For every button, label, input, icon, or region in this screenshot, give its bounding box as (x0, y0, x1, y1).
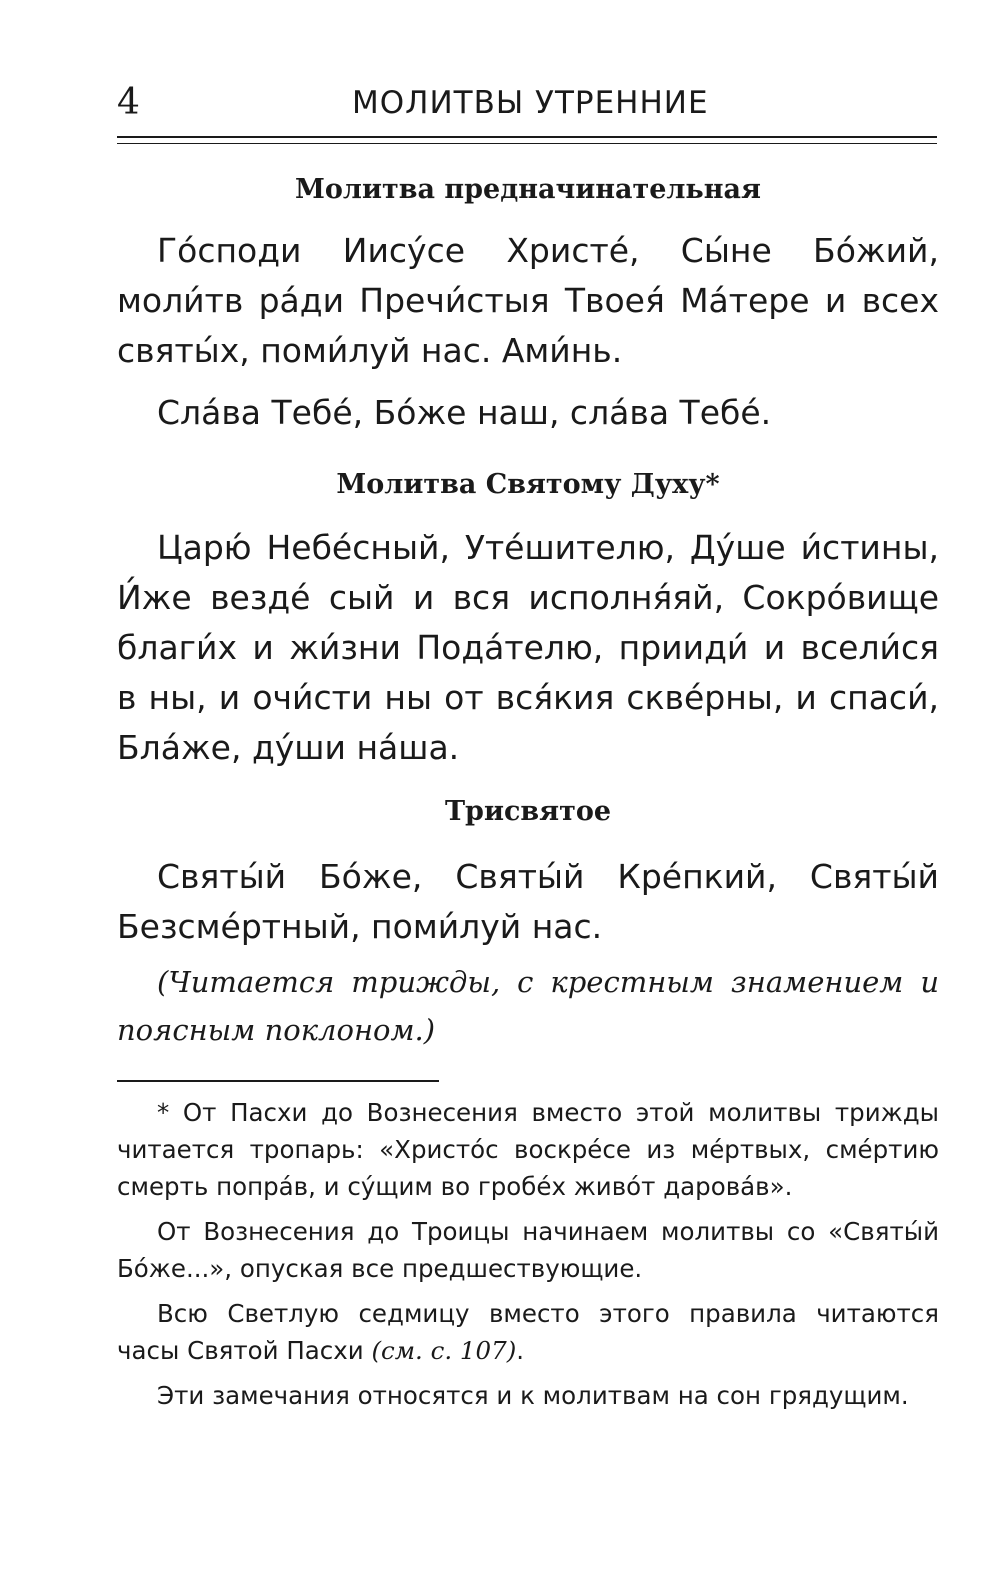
footnote-separator (117, 1080, 439, 1082)
footnote-paragraph: Эти замечания относятся и к молитвам на сон грядущим. (157, 1381, 909, 1410)
footnote-text: Всю Светлую седмицу вместо этого правила читаются часы Святой Пасхи (117, 1299, 939, 1365)
footnote-paragraph: * От Пасхи до Вознесения вместо этой молитвы трижды читается тропарь: «Христо́с воскре́се из ме́ртвых, сме́ртию смерть попра́в, и су́щим во гробе́х живо́т дарова́в». (117, 1098, 939, 1201)
prayer-paragraph: Святы́й Бо́же, Святы́й Кре́пкий, Святы́й Безсме́ртный, поми́луй нас. (117, 857, 939, 946)
footnote-paragraph (117, 1295, 939, 1369)
section-holy-spirit (117, 465, 939, 773)
prayer-paragraph: Царю́ Небе́сный, Уте́шителю, Ду́ше и́стины, И́же везде́ сый и вся исполня́яй, Сокро́вище благи́х и жи́зни Пода́телю, прииди́ и всели́ся в ны, и очи́сти ны от вся́кия скве́рны, и спаси́, Бла́же, ду́ши на́ша. (117, 528, 939, 767)
section-heading: Молитва Святому Духу* (336, 469, 720, 500)
header-rule-thin (117, 143, 937, 144)
section-pre-prayer (117, 170, 939, 438)
page-header (117, 78, 937, 128)
page-number: 4 (117, 82, 140, 123)
header-rule-thick (117, 136, 937, 138)
footnote-text: . (516, 1336, 525, 1365)
running-title: МОЛИТВЫ УТРЕННИЕ (352, 85, 709, 121)
page-reference: (см. с. 107) (371, 1336, 517, 1365)
section-heading: Молитва предначинательная (295, 174, 761, 205)
section-heading: Трисвятое (444, 796, 612, 827)
rubric-instruction: (Читается трижды, с крестным знамением и поясным поклоном.) (117, 965, 939, 1047)
footnotes (117, 1094, 939, 1414)
footnote-paragraph: От Вознесения до Троицы начинаем молитвы со «Святы́й Бо́же...», опуская все предшествующие. (117, 1217, 939, 1283)
prayer-paragraph: Сла́ва Тебе́, Бо́же наш, сла́ва Тебе́. (157, 393, 772, 432)
prayer-paragraph: Го́споди Иису́се Христе́, Сы́не Бо́жий, моли́тв ра́ди Пречи́стыя Твоея́ Ма́тере и всех святы́х, поми́луй нас. Ами́нь. (117, 231, 939, 370)
section-trisagion (117, 792, 939, 1054)
